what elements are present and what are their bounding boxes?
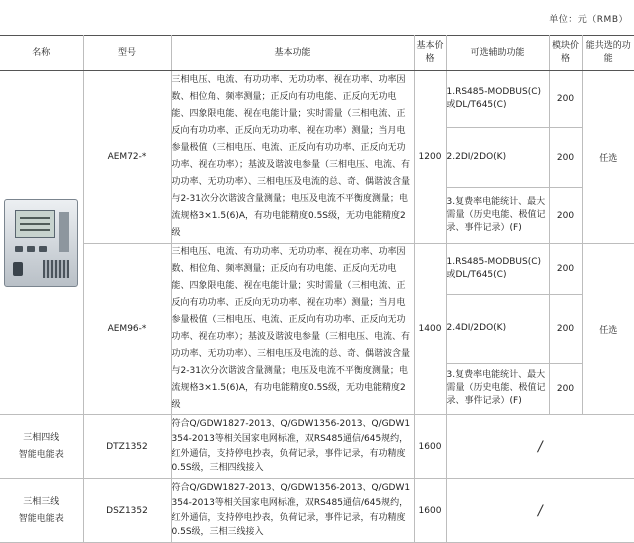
header-module-price: 模块价格 (549, 36, 582, 71)
product-image-cell (0, 71, 83, 415)
module-price-cell: 200 (549, 128, 582, 188)
shared-cell: 任选 (582, 71, 634, 244)
shared-cell: 任选 (582, 244, 634, 415)
function-cell: 符合Q/GDW1827-2013、Q/GDW1356-2013、Q/GDW1354-2013等相关国家电网标准，双RS485通信/645规约，红外通信，支持停电抄表，负荷记录，事件记录，有功精度0.5S级，三相三线接入 (171, 479, 414, 543)
name-cell (0, 479, 83, 543)
function-cell: 三相电压、电流、有功功率、无功功率、视在功率、功率因数、相位角、频率测量；正反向有功电能、正反向无功电能、四象限电能、视在电能计量；实时需量（三相电流、正反向有功功率、正反向无功功率、视在功率）测量；当月电参量极值（三相电压、电流、正反向有功功率、正反向无功功率、视在功率）；基波及谐波电参量（三相电压、电流、有功功率、无功功率）、三相电压及电流的总、奇、偶谐波含量与2-31次分次谐波含量测量；电压及电流不平衡度测量；电流规格3×1.5(6)A，有功电能精度0.5S级，无功电能精度2级 (171, 244, 414, 415)
option-cell: 1.RS485-MODBUS(C)或DL/T645(C) (446, 244, 549, 295)
option-cell: 2.4DI/2DO(K) (446, 295, 549, 363)
name-line: 三相四线 (23, 432, 60, 443)
header-function: 基本功能 (171, 36, 414, 71)
module-price-cell: 200 (549, 244, 582, 295)
model-cell: AEM96-* (83, 244, 171, 415)
price-cell: 1400 (414, 244, 446, 415)
header-shared: 能共选的功能 (582, 36, 634, 71)
options-none-cell (446, 479, 634, 543)
slash-mark: / (537, 438, 543, 455)
header-row (0, 36, 634, 71)
function-cell: 符合Q/GDW1827-2013、Q/GDW1356-2013、Q/GDW1354-2013等相关国家电网标准，双RS485通信/645规约，红外通信，支持停电抄表，负荷记录，事件记录，有功精度0.5S级，三相四线接入 (171, 415, 414, 479)
model-cell: AEM72-* (83, 71, 171, 244)
options-none-cell (446, 415, 634, 479)
option-cell: 3.复费率电能统计、最大需量（历史电能、极值记录、事件记录）(F) (446, 188, 549, 244)
name-line: 三相三线 (23, 496, 60, 507)
table-row (0, 479, 634, 543)
price-cell: 1600 (414, 479, 446, 543)
model-cell: DSZ1352 (83, 479, 171, 543)
module-price-cell: 200 (549, 295, 582, 363)
option-cell: 2.2DI/2DO(K) (446, 128, 549, 188)
table-row (0, 415, 634, 479)
function-cell: 三相电压、电流、有功功率、无功功率、视在功率、功率因数、相位角、频率测量；正反向有功电能、正反向无功电能、四象限电能、视在电能计量；实时需量（三相电流、正反向有功功率、正反向无功功率、视在功率）测量；当月电参量极值（三相电压、电流、正反向有功功率、正反向无功功率、视在功率）；基波及谐波电参量（三相电压、电流、有功功率、无功功率）、三相电压及电流的总、奇、偶谐波含量与2-31次分次谐波含量测量；电压及电流不平衡度测量；电流规格3×1.5(6)A，有功电能精度0.5S级，无功电能精度2级 (171, 71, 414, 244)
slash-mark: / (537, 502, 543, 519)
module-price-cell: 200 (549, 188, 582, 244)
unit-label: 单位：元（RMB） (549, 15, 628, 25)
table-row (0, 244, 634, 295)
price-cell: 1600 (414, 415, 446, 479)
header-options: 可选辅助功能 (446, 36, 549, 71)
price-table (0, 35, 634, 543)
price-cell: 1200 (414, 71, 446, 244)
table-row (0, 71, 634, 128)
name-line: 智能电能表 (18, 513, 64, 524)
header-price: 基本价格 (414, 36, 446, 71)
option-cell: 3.复费率电能统计、最大需量（历史电能、极值记录、事件记录）(F) (446, 363, 549, 414)
header-model: 型号 (83, 36, 171, 71)
option-cell: 1.RS485-MODBUS(C)或DL/T645(C) (446, 71, 549, 128)
module-price-cell: 200 (549, 363, 582, 414)
module-price-cell: 200 (549, 71, 582, 128)
model-cell: DTZ1352 (83, 415, 171, 479)
name-cell (0, 415, 83, 479)
name-line: 智能电能表 (18, 449, 64, 460)
power-meter-image (4, 199, 78, 287)
header-name: 名称 (0, 36, 83, 71)
